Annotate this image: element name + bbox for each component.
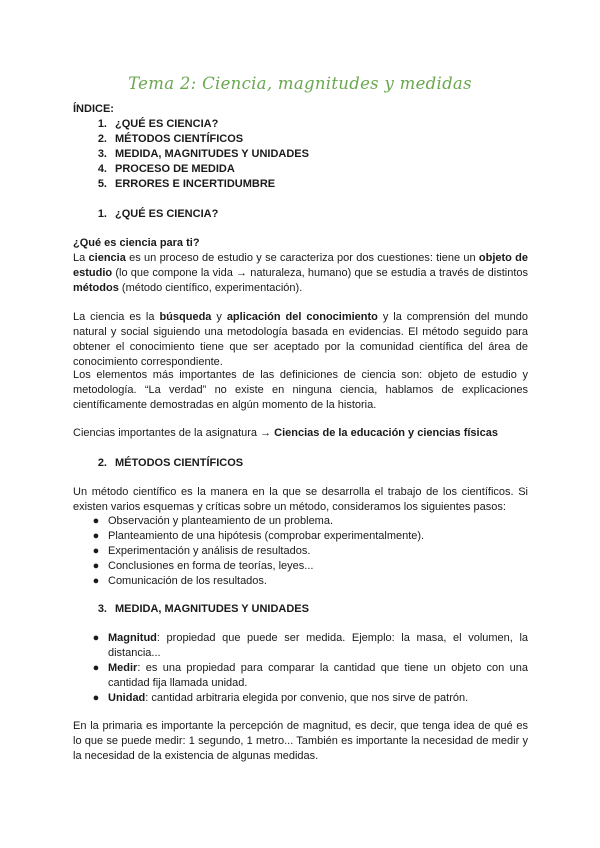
list-item: ● Unidad: cantidad arbitraria elegida por convenio, que nos sirve de patrón.: [92, 692, 469, 704]
section-heading: 3. MEDIDA, MAGNITUDES Y UNIDADES: [97, 603, 309, 615]
list-item: ● Planteamiento de una hipótesis (comprobar experimentalmente).: [92, 530, 425, 542]
toc-item: 2. MÉTODOS CIENTÍFICOS: [97, 133, 244, 145]
steps-list: [91, 514, 528, 589]
page-title: Tema 2: Ciencia, magnitudes y medidas: [128, 74, 472, 93]
toc-item: 4. PROCESO DE MEDIDA: [97, 163, 235, 175]
index-label: ÍNDICE:: [73, 103, 114, 115]
paragraph: Un método científico es la manera en la que se desarrolla el trabajo de los científicos. Si existen varios esquemas y críticas sobre un método, consideramos los siguientes pasos:: [73, 486, 528, 513]
list-item: ● Comunicación de los resultados.: [92, 575, 267, 587]
table-of-contents: [91, 117, 309, 192]
list-item: ● Magnitud: propiedad que puede ser medida. Ejemplo: la masa, el volumen, la distancia...: [92, 632, 528, 659]
list-item: ● Observación y planteamiento de un problema.: [92, 515, 334, 527]
question-heading: ¿Qué es ciencia para ti?: [73, 237, 200, 249]
paragraph: En la primaria es importante la percepción de magnitud, es decir, que tenga idea de qué es lo que se puede medir: 1 segundo, 1 metro... También es importante la necesidad de medir y la necesidad de la existencia de algunas medidas.: [73, 720, 528, 762]
list-item: ● Experimentación y análisis de resultados.: [92, 545, 311, 557]
paragraph: Ciencias importantes de la asignatura → Ciencias de la educación y ciencias físicas: [73, 427, 498, 439]
paragraph: La ciencia es la búsqueda y aplicación del conocimiento y la comprensión del mundo natural y social siguiendo una metodología basada en evidencias. El método seguido para obtener el conocimiento tiene que ser aceptado por la comunidad científica del área de conocimiento correspondiente.: [73, 311, 528, 368]
paragraph: Los elementos más importantes de las definiciones de ciencia son: objeto de estudio y metodología. “La verdad” no existe en ninguna ciencia, hablamos de explicaciones científicamente demostradas en algún momento de la historia.: [73, 369, 528, 411]
toc-item: 5. ERRORES E INCERTIDUMBRE: [97, 178, 276, 190]
toc-item: 1. ¿QUÉ ES CIENCIA?: [97, 118, 219, 130]
list-item: ● Conclusiones en forma de teorías, leyes...: [92, 560, 314, 572]
paragraph: La ciencia es un proceso de estudio y se caracteriza por dos cuestiones: tiene un objeto de estudio (lo que compone la vida → naturaleza, humano) que se estudia a través de distintos métodos (método científico, experimentación).: [73, 252, 528, 294]
list-item: ● Medir: es una propiedad para comparar la cantidad que tiene un objeto con una cantidad fija llamada unidad.: [92, 662, 528, 689]
toc-item: 3. MEDIDA, MAGNITUDES Y UNIDADES: [97, 148, 309, 160]
section-heading: 1. ¿QUÉ ES CIENCIA?: [97, 208, 219, 220]
section-heading: 2. MÉTODOS CIENTÍFICOS: [97, 457, 244, 469]
definitions-list: [91, 631, 528, 706]
